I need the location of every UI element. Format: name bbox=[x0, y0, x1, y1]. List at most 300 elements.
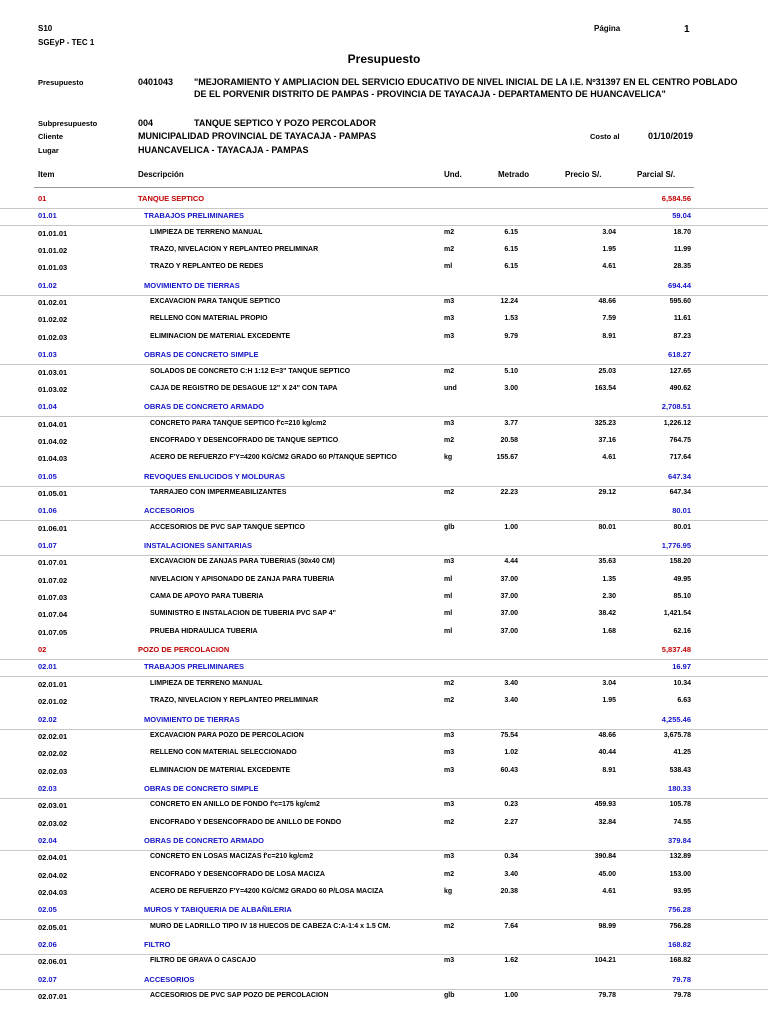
item-code: 01.02.03 bbox=[38, 332, 68, 342]
item-parcial: 127.65 bbox=[669, 367, 691, 375]
subsection-row bbox=[0, 781, 768, 799]
item-code: 02.03 bbox=[38, 783, 57, 793]
item-description: FILTRO DE GRAVA O CASCAJO bbox=[150, 957, 256, 965]
item-description: MOVIMIENTO DE TIERRAS bbox=[144, 280, 240, 290]
lugar-label: Lugar bbox=[38, 146, 59, 155]
item-metrado: 12.24 bbox=[500, 298, 518, 306]
subsection-row bbox=[0, 972, 768, 990]
item-description: LIMPIEZA DE TERRENO MANUAL bbox=[150, 228, 263, 236]
item-metrado: 1.00 bbox=[504, 523, 518, 531]
table-row bbox=[0, 555, 768, 572]
item-code: 01.07.03 bbox=[38, 593, 68, 603]
item-parcial: 11.61 bbox=[673, 315, 691, 323]
item-description: ELIMINACION DE MATERIAL EXCEDENTE bbox=[150, 766, 291, 774]
item-parcial: 1,776.95 bbox=[661, 541, 691, 550]
item-code: 02.04 bbox=[38, 835, 57, 845]
subsection-row bbox=[0, 208, 768, 226]
item-unit: m3 bbox=[444, 749, 455, 757]
item-metrado: 9.79 bbox=[504, 332, 518, 340]
item-code: 02.03.02 bbox=[38, 818, 68, 828]
item-description: RELLENO CON MATERIAL SELECCIONADO bbox=[150, 749, 297, 757]
item-description: TRABAJOS PRELIMINARES bbox=[144, 211, 245, 221]
item-code: 02.07 bbox=[38, 974, 57, 984]
item-code: 02.03.01 bbox=[38, 801, 68, 811]
report-code: S10 bbox=[38, 24, 53, 33]
item-parcial: 49.95 bbox=[673, 575, 691, 583]
item-code: 01.07.04 bbox=[38, 610, 68, 620]
item-code: 01.05.01 bbox=[38, 488, 68, 498]
item-description: ENCOFRADO Y DESENCOFRADO DE LOSA MACIZA bbox=[150, 870, 325, 878]
col-metrado: Metrado bbox=[498, 170, 530, 179]
item-unit: m3 bbox=[444, 315, 455, 323]
item-precio: 4.61 bbox=[602, 263, 616, 271]
item-parcial: 6.63 bbox=[677, 697, 691, 705]
item-precio: 163.54 bbox=[594, 384, 616, 392]
item-code: 01.02.02 bbox=[38, 315, 68, 325]
item-precio: 3.04 bbox=[602, 679, 616, 687]
item-parcial: 4,255.46 bbox=[661, 714, 691, 724]
item-description: INSTALACIONES SANITARIAS bbox=[144, 541, 253, 550]
item-metrado: 37.00 bbox=[500, 610, 518, 618]
item-code: 01.04.03 bbox=[38, 454, 68, 464]
item-precio: 32.84 bbox=[598, 818, 616, 826]
item-code: 02 bbox=[38, 645, 47, 655]
item-parcial: 153.00 bbox=[669, 870, 691, 878]
item-description: TRAZO Y REPLANTEO DE REDES bbox=[150, 263, 264, 271]
item-parcial: 74.55 bbox=[673, 818, 691, 826]
item-precio: 38.42 bbox=[598, 610, 616, 618]
item-parcial: 168.82 bbox=[668, 940, 691, 950]
table-row bbox=[0, 330, 768, 347]
item-precio: 79.78 bbox=[598, 992, 616, 1000]
item-metrado: 155.67 bbox=[496, 454, 518, 462]
item-parcial: 379.84 bbox=[668, 835, 691, 845]
item-code: 01.07 bbox=[38, 541, 57, 550]
page-label: Página bbox=[594, 24, 621, 33]
item-description: ACCESORIOS bbox=[144, 506, 195, 516]
item-metrado: 6.15 bbox=[504, 263, 518, 271]
item-parcial: 3,675.78 bbox=[663, 731, 691, 739]
item-parcial: 41.25 bbox=[673, 749, 691, 757]
item-code: 02.02.03 bbox=[38, 766, 68, 776]
item-description: PRUEBA HIDRAULICA TUBERIA bbox=[150, 627, 258, 635]
item-description: ACERO DE REFUERZO F'Y=4200 KG/CM2 GRADO 60 P/TANQUE SEPTICO bbox=[150, 454, 397, 462]
presupuesto-label: Presupuesto bbox=[38, 78, 84, 87]
item-description: OBRAS DE CONCRETO SIMPLE bbox=[144, 350, 259, 360]
presupuesto-name-line2: DE EL PORVENIR DISTRITO DE PAMPAS - PROVINCIA DE TAYACAJA - DEPARTAMENTO DE HUANCAVELICA" bbox=[194, 89, 666, 99]
item-metrado: 7.64 bbox=[504, 922, 518, 930]
item-unit: ml bbox=[444, 593, 453, 601]
item-metrado: 1.00 bbox=[504, 992, 518, 1000]
cliente-label: Cliente bbox=[38, 132, 64, 141]
item-code: 02.02.01 bbox=[38, 731, 68, 741]
item-metrado: 3.00 bbox=[504, 384, 518, 392]
item-unit: m3 bbox=[444, 957, 455, 965]
item-unit: m3 bbox=[444, 298, 455, 306]
table-row bbox=[0, 920, 768, 937]
item-unit: m3 bbox=[444, 558, 455, 566]
item-description: MOVIMIENTO DE TIERRAS bbox=[144, 714, 240, 724]
section-row bbox=[0, 642, 768, 660]
item-precio: 8.91 bbox=[602, 766, 616, 774]
item-code: 01.04.02 bbox=[38, 436, 68, 446]
item-parcial: 490.62 bbox=[669, 384, 691, 392]
item-code: 01.05 bbox=[38, 471, 57, 481]
item-code: 02.06.01 bbox=[38, 957, 68, 967]
item-code: 01.01.03 bbox=[38, 263, 68, 273]
item-parcial: 647.34 bbox=[669, 488, 691, 496]
item-description: FILTRO bbox=[144, 940, 171, 950]
item-metrado: 2.27 bbox=[504, 818, 518, 826]
presupuesto-name-line1: "MEJORAMIENTO Y AMPLIACION DEL SERVICIO EDUCATIVO DE NIVEL INICIAL DE LA I.E. Nº31397 EN EL CENTRO POBLADO bbox=[194, 77, 738, 87]
item-description: EXCAVACION DE ZANJAS PARA TUBERIAS (30x40 CM) bbox=[150, 558, 335, 566]
table-row bbox=[0, 226, 768, 243]
item-unit: m3 bbox=[444, 801, 455, 809]
subsection-row bbox=[0, 902, 768, 920]
item-description: CONCRETO EN LOSAS MACIZAS f'c=210 kg/cm2 bbox=[150, 853, 314, 861]
item-description: TRABAJOS PRELIMINARES bbox=[144, 662, 245, 672]
table-row bbox=[0, 729, 768, 746]
subpresupuesto-label: Subpresupuesto bbox=[38, 119, 98, 128]
item-parcial: 168.82 bbox=[669, 957, 691, 965]
presupuesto-code: 0401043 bbox=[138, 77, 174, 87]
item-description: RELLENO CON MATERIAL PROPIO bbox=[150, 315, 268, 323]
item-unit: kg bbox=[444, 888, 453, 895]
item-code: 01.01 bbox=[38, 211, 57, 221]
item-metrado: 1.02 bbox=[504, 749, 518, 757]
item-code: 01.06 bbox=[38, 506, 57, 516]
item-precio: 4.61 bbox=[602, 888, 616, 895]
item-precio: 45.00 bbox=[598, 870, 616, 878]
item-metrado: 60.43 bbox=[500, 766, 518, 774]
table-row bbox=[0, 260, 768, 277]
table-row bbox=[0, 434, 768, 451]
table-row bbox=[0, 243, 768, 260]
col-descripcion: Descripción bbox=[138, 170, 184, 179]
item-metrado: 0.23 bbox=[504, 801, 518, 809]
item-parcial: 595.60 bbox=[669, 298, 691, 306]
item-unit: und bbox=[444, 384, 457, 392]
table-row bbox=[0, 365, 768, 382]
item-metrado: 1.62 bbox=[504, 957, 518, 965]
table-row bbox=[0, 989, 768, 1006]
item-parcial: 80.01 bbox=[672, 506, 691, 516]
item-precio: 37.16 bbox=[598, 436, 616, 444]
item-unit: ml bbox=[444, 575, 453, 583]
item-precio: 25.03 bbox=[598, 367, 616, 375]
table-row bbox=[0, 625, 768, 642]
item-metrado: 37.00 bbox=[500, 575, 518, 583]
section-row bbox=[0, 191, 768, 209]
item-description: CONCRETO EN ANILLO DE FONDO f'c=175 kg/cm2 bbox=[150, 801, 320, 809]
subsection-row bbox=[0, 469, 768, 487]
item-parcial: 756.28 bbox=[669, 922, 691, 930]
item-code: 01.04.01 bbox=[38, 419, 68, 429]
col-precio: Precio S/. bbox=[565, 170, 602, 179]
item-metrado: 3.40 bbox=[504, 679, 518, 687]
item-parcial: 62.16 bbox=[673, 627, 691, 635]
item-unit: m2 bbox=[444, 488, 455, 496]
item-code: 02.04.03 bbox=[38, 888, 68, 897]
item-parcial: 79.78 bbox=[672, 974, 691, 984]
item-description: MURO DE LADRILLO TIPO IV 18 HUECOS DE CABEZA C:A-1:4 x 1.5 CM. bbox=[150, 922, 391, 930]
table-row bbox=[0, 521, 768, 538]
item-unit: m2 bbox=[444, 697, 455, 705]
item-code: 01.03.02 bbox=[38, 384, 68, 394]
item-unit: m3 bbox=[444, 332, 455, 340]
item-unit: m3 bbox=[444, 766, 455, 774]
item-parcial: 158.20 bbox=[669, 558, 691, 566]
item-code: 02.04.01 bbox=[38, 853, 68, 863]
item-precio: 98.99 bbox=[598, 922, 616, 930]
col-parcial: Parcial S/. bbox=[637, 170, 676, 179]
item-unit: ml bbox=[444, 610, 453, 618]
item-code: 01.04 bbox=[38, 402, 57, 412]
item-description: ENCOFRADO Y DESENCOFRADO DE TANQUE SEPTICO bbox=[150, 436, 339, 444]
item-code: 01.03 bbox=[38, 350, 57, 360]
item-metrado: 22.23 bbox=[500, 488, 518, 496]
item-parcial: 764.75 bbox=[669, 436, 691, 444]
item-description: ENCOFRADO Y DESENCOFRADO DE ANILLO DE FONDO bbox=[150, 818, 342, 826]
item-description: SUMINISTRO E INSTALACION DE TUBERIA PVC SAP 4" bbox=[150, 610, 336, 618]
item-parcial: 647.34 bbox=[668, 471, 691, 481]
item-parcial: 93.95 bbox=[673, 888, 691, 895]
page-title: Presupuesto bbox=[347, 52, 421, 66]
item-precio: 8.91 bbox=[602, 332, 616, 340]
item-precio: 7.59 bbox=[602, 315, 616, 323]
item-parcial: 87.23 bbox=[673, 332, 691, 340]
item-code: 01.02 bbox=[38, 280, 57, 290]
item-unit: m2 bbox=[444, 436, 455, 444]
item-metrado: 20.58 bbox=[500, 436, 518, 444]
item-parcial: 1,226.12 bbox=[663, 419, 691, 427]
item-code: 02.02.02 bbox=[38, 749, 68, 759]
table-row bbox=[0, 868, 768, 885]
item-precio: 104.21 bbox=[594, 957, 616, 965]
item-metrado: 6.15 bbox=[504, 246, 518, 254]
table-row bbox=[0, 816, 768, 833]
col-und: Und. bbox=[444, 170, 462, 179]
table-row bbox=[0, 746, 768, 763]
item-metrado: 0.34 bbox=[504, 853, 518, 861]
item-precio: 1.35 bbox=[602, 575, 616, 583]
item-metrado: 37.00 bbox=[500, 593, 518, 601]
item-parcial: 18.70 bbox=[673, 228, 691, 236]
item-precio: 2.30 bbox=[602, 593, 616, 601]
item-precio: 459.93 bbox=[594, 801, 616, 809]
item-code: 01.01.01 bbox=[38, 228, 68, 238]
table-row bbox=[0, 417, 768, 434]
item-precio: 4.61 bbox=[602, 454, 616, 462]
item-metrado: 37.00 bbox=[500, 627, 518, 635]
item-description: ACERO DE REFUERZO F'Y=4200 KG/CM2 GRADO 60 P/LOSA MACIZA bbox=[150, 888, 384, 895]
item-parcial: 16.97 bbox=[672, 662, 691, 672]
table-row bbox=[0, 295, 768, 312]
item-code: 02.04.02 bbox=[38, 870, 68, 880]
item-parcial: 105.78 bbox=[669, 801, 691, 809]
item-unit: m3 bbox=[444, 731, 455, 739]
item-metrado: 3.40 bbox=[504, 697, 518, 705]
subsection-row bbox=[0, 399, 768, 417]
item-unit: glb bbox=[444, 992, 455, 1000]
table-row bbox=[0, 677, 768, 694]
item-parcial: 28.35 bbox=[673, 263, 691, 271]
item-description: CAMA DE APOYO PARA TUBERIA bbox=[150, 593, 264, 601]
item-parcial: 132.89 bbox=[669, 853, 691, 861]
costo-value: 01/10/2019 bbox=[648, 131, 694, 141]
table-row bbox=[0, 850, 768, 867]
item-unit: m2 bbox=[444, 246, 455, 254]
lugar-value: HUANCAVELICA - TAYACAJA - PAMPAS bbox=[138, 145, 309, 155]
item-code: 02.05 bbox=[38, 905, 57, 915]
table-row bbox=[0, 486, 768, 503]
table-header bbox=[0, 170, 768, 187]
item-precio: 48.66 bbox=[598, 731, 616, 739]
table-row bbox=[0, 798, 768, 815]
item-code: 02.07.01 bbox=[38, 992, 68, 1002]
item-parcial: 538.43 bbox=[669, 766, 691, 774]
item-code: 02.06 bbox=[38, 940, 57, 950]
item-description: EXCAVACION PARA POZO DE PERCOLACION bbox=[150, 731, 304, 739]
item-metrado: 3.77 bbox=[504, 419, 518, 427]
item-parcial: 618.27 bbox=[668, 350, 691, 360]
item-description: SOLADOS DE CONCRETO C:H 1:12 E=3" TANQUE SEPTICO bbox=[150, 367, 351, 375]
item-parcial: 694.44 bbox=[668, 280, 691, 290]
page-number: 1 bbox=[684, 24, 690, 35]
item-code: 01.07.02 bbox=[38, 575, 68, 585]
item-description: ACCESORIOS bbox=[144, 974, 195, 984]
subsection-row bbox=[0, 503, 768, 521]
item-parcial: 756.28 bbox=[668, 905, 691, 915]
table-row bbox=[0, 607, 768, 624]
subsection-row bbox=[0, 538, 768, 556]
item-precio: 40.44 bbox=[598, 749, 616, 757]
item-parcial: 1,421.54 bbox=[663, 610, 691, 618]
subsection-row bbox=[0, 659, 768, 677]
item-description: POZO DE PERCOLACION bbox=[138, 645, 230, 655]
item-description: ACCESORIOS DE PVC SAP TANQUE SEPTICO bbox=[150, 523, 305, 531]
item-code: 01.06.01 bbox=[38, 523, 68, 533]
item-unit: m2 bbox=[444, 818, 455, 826]
item-description: CONCRETO PARA TANQUE SEPTICO f'c=210 kg/cm2 bbox=[150, 419, 327, 427]
item-description: ELIMINACION DE MATERIAL EXCEDENTE bbox=[150, 332, 291, 340]
item-code: 01.02.01 bbox=[38, 298, 68, 308]
item-code: 02.05.01 bbox=[38, 922, 68, 932]
item-unit: ml bbox=[444, 627, 453, 635]
item-precio: 390.84 bbox=[594, 853, 616, 861]
col-item: Item bbox=[38, 170, 55, 179]
table-row bbox=[0, 451, 768, 468]
item-code: 02.02 bbox=[38, 714, 57, 724]
item-precio: 80.01 bbox=[598, 523, 616, 531]
item-metrado: 6.15 bbox=[504, 228, 518, 236]
cliente-value: MUNICIPALIDAD PROVINCIAL DE TAYACAJA - PAMPAS bbox=[138, 131, 377, 141]
table-row bbox=[0, 954, 768, 971]
item-parcial: 79.78 bbox=[673, 992, 691, 1000]
item-precio: 35.63 bbox=[598, 558, 616, 566]
item-parcial: 11.99 bbox=[673, 246, 691, 254]
item-metrado: 1.53 bbox=[504, 315, 518, 323]
item-code: 01 bbox=[38, 194, 47, 203]
item-description: OBRAS DE CONCRETO ARMADO bbox=[144, 835, 265, 845]
table-row bbox=[0, 573, 768, 590]
item-parcial: 85.10 bbox=[673, 593, 691, 601]
subsection-row bbox=[0, 278, 768, 296]
item-precio: 1.68 bbox=[602, 627, 616, 635]
subsection-row bbox=[0, 347, 768, 365]
table-row bbox=[0, 312, 768, 329]
item-unit: ml bbox=[444, 263, 453, 271]
item-description: OBRAS DE CONCRETO ARMADO bbox=[144, 402, 265, 412]
header-divider bbox=[34, 187, 694, 188]
item-precio: 1.95 bbox=[602, 246, 616, 254]
table-row bbox=[0, 764, 768, 781]
item-precio: 3.04 bbox=[602, 228, 616, 236]
item-unit: m2 bbox=[444, 922, 455, 930]
item-parcial: 6,584.56 bbox=[661, 194, 691, 203]
item-precio: 29.12 bbox=[598, 488, 616, 496]
item-description: LIMPIEZA DE TERRENO MANUAL bbox=[150, 679, 263, 687]
item-parcial: 59.04 bbox=[672, 211, 691, 221]
item-description: NIVELACION Y APISONADO DE ZANJA PARA TUBERIA bbox=[150, 575, 335, 583]
item-description: ACCESORIOS DE PVC SAP POZO DE PERCOLACION bbox=[150, 992, 329, 1000]
table-row bbox=[0, 694, 768, 711]
subpresupuesto-name: TANQUE SEPTICO Y POZO PERCOLADOR bbox=[194, 118, 377, 128]
item-precio: 48.66 bbox=[598, 298, 616, 306]
subsection-row bbox=[0, 712, 768, 730]
item-code: 01.01.02 bbox=[38, 246, 68, 256]
item-description: TANQUE SEPTICO bbox=[138, 194, 205, 203]
item-code: 01.07.01 bbox=[38, 558, 68, 568]
item-precio: 1.95 bbox=[602, 697, 616, 705]
item-parcial: 10.34 bbox=[673, 679, 691, 687]
item-unit: m2 bbox=[444, 228, 455, 236]
item-unit: m2 bbox=[444, 679, 455, 687]
item-metrado: 20.38 bbox=[500, 888, 518, 895]
item-unit: kg bbox=[444, 454, 453, 462]
item-description: OBRAS DE CONCRETO SIMPLE bbox=[144, 783, 259, 793]
item-description: TRAZO, NIVELACION Y REPLANTEO PRELIMINAR bbox=[150, 246, 319, 254]
costo-label: Costo al bbox=[590, 132, 620, 141]
item-description: REVOQUES ENLUCIDOS Y MOLDURAS bbox=[144, 471, 285, 481]
item-description: TARRAJEO CON IMPERMEABILIZANTES bbox=[150, 488, 287, 496]
item-parcial: 180.33 bbox=[668, 783, 691, 793]
table-row bbox=[0, 382, 768, 399]
item-code: 01.07.05 bbox=[38, 627, 68, 637]
item-description: CAJA DE REGISTRO DE DESAGUE 12" X 24" CON TAPA bbox=[150, 384, 338, 392]
item-unit: glb bbox=[444, 523, 455, 531]
item-metrado: 75.54 bbox=[500, 731, 518, 739]
item-code: 01.03.01 bbox=[38, 367, 68, 377]
item-parcial: 717.64 bbox=[669, 454, 691, 462]
table-row bbox=[0, 885, 768, 902]
item-unit: m3 bbox=[444, 853, 455, 861]
item-parcial: 2,708.51 bbox=[661, 402, 691, 412]
subsection-row bbox=[0, 833, 768, 851]
subsection-row bbox=[0, 937, 768, 955]
item-metrado: 5.10 bbox=[504, 367, 518, 375]
item-unit: m2 bbox=[444, 367, 455, 375]
item-code: 02.01.01 bbox=[38, 679, 68, 689]
item-unit: m3 bbox=[444, 419, 455, 427]
item-code: 02.01 bbox=[38, 662, 57, 672]
item-precio: 325.23 bbox=[594, 419, 616, 427]
item-description: TRAZO, NIVELACION Y REPLANTEO PRELIMINAR bbox=[150, 697, 319, 705]
table-row bbox=[0, 590, 768, 607]
item-metrado: 3.40 bbox=[504, 870, 518, 878]
item-description: EXCAVACION PARA TANQUE SEPTICO bbox=[150, 298, 281, 306]
item-parcial: 5,837.48 bbox=[661, 645, 691, 655]
